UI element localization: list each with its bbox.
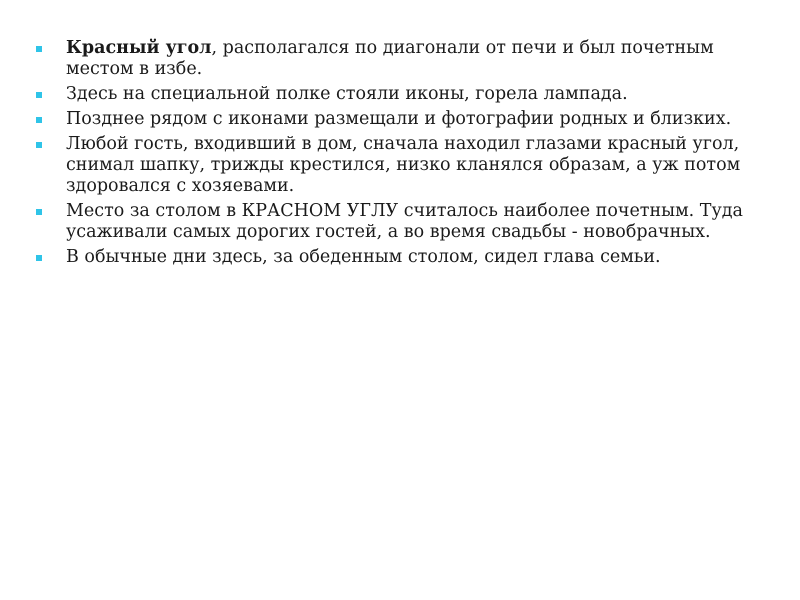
square-bullet-icon xyxy=(36,142,42,148)
bullet-item-head-of-family xyxy=(36,247,776,268)
bullet-text: Любой гость, входивший в дом, сначала находил глазами красный угол, снимал шапку, трижды крестился, низко кланялся образам, а уж потом здоровался с хозяевами. xyxy=(66,134,741,196)
bullet-text: Место за столом в КРАСНОМ УГЛУ считалось наиболее почетным. Туда усаживали самых дорогих гостей, а во время свадьбы - новобрачных. xyxy=(66,201,743,242)
square-bullet-icon xyxy=(36,255,42,261)
bullet-item-icons-shelf xyxy=(36,84,776,105)
bullet-item-table-place xyxy=(36,201,776,243)
bullet-text: Позднее рядом с иконами размещали и фотографии родных и близких. xyxy=(66,109,732,129)
bullet-item-photos xyxy=(36,109,776,130)
square-bullet-icon xyxy=(36,92,42,98)
bullet-text: В обычные дни здесь, за обеденным столом, сидел глава семьи. xyxy=(66,247,661,267)
square-bullet-icon xyxy=(36,209,42,215)
bullet-item-red-corner xyxy=(36,38,776,80)
bullet-term: Красный угол xyxy=(66,38,212,58)
bullet-text: Здесь на специальной полке стояли иконы, горела лампада. xyxy=(66,84,628,104)
bullet-item-guest xyxy=(36,134,776,197)
bullet-list xyxy=(36,38,776,272)
bullet-text: , располагался по диагонали от печи и был почетным местом в избе. xyxy=(66,38,714,79)
square-bullet-icon xyxy=(36,117,42,123)
square-bullet-icon xyxy=(36,46,42,52)
